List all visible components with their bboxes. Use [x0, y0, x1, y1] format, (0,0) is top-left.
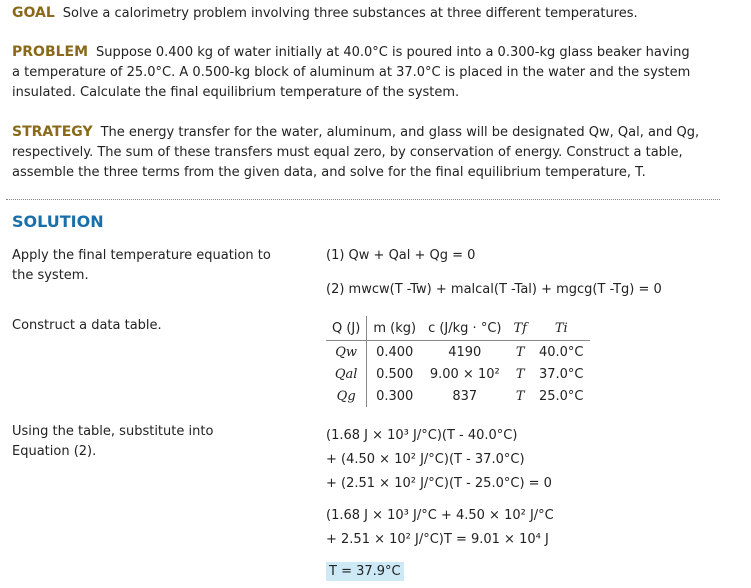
- data-table: [326, 316, 590, 407]
- table-cell: 0.300: [376, 388, 414, 404]
- step1-desc-line-1: Apply the final temperature equation to: [12, 248, 271, 263]
- step1-desc-line-2: the system.: [12, 268, 89, 283]
- table-cell: 25.0°C: [538, 388, 584, 404]
- table-cell: 40.0°C: [538, 344, 584, 360]
- strategy-line-1: The energy transfer for the water, aluminum, and glass will be designated Qw, Qal, and Qg,: [100, 125, 700, 140]
- goal-label: GOAL: [12, 5, 55, 21]
- table-cell: 0.500: [376, 366, 414, 382]
- section-divider: [6, 199, 720, 200]
- table-row: [326, 341, 590, 364]
- table-header: Ti: [533, 316, 590, 341]
- step1-description: [12, 246, 271, 286]
- strategy-section: [12, 122, 699, 183]
- problem-line-2: a temperature of 25.0°C. A 0.500-kg block of aluminum at 37.0°C is placed in the water and the system: [12, 65, 691, 80]
- table-cell: 837: [452, 388, 478, 404]
- step3-description: [12, 422, 213, 462]
- table-header: m (kg): [367, 316, 422, 341]
- solution-heading: SOLUTION: [12, 212, 104, 231]
- table-header-row: [326, 316, 590, 341]
- table-cell: Qg: [326, 385, 367, 407]
- table-row: [326, 385, 590, 407]
- table-row: [326, 363, 590, 385]
- table-cell: 0.400: [376, 344, 414, 360]
- equation-2: (2) mwcw(T -Tw) + malcal(T -Tal) + mgcg(T -Tg) = 0: [326, 282, 662, 297]
- step3-desc-line-1: Using the table, substitute into: [12, 424, 214, 439]
- substitution-line-1: (1.68 J × 10³ J/°C)(T - 40.0°C): [326, 428, 518, 443]
- table-cell: 9.00 × 10²: [429, 366, 500, 382]
- goal-text: Solve a calorimetry problem involving three substances at three different temperatures.: [62, 6, 638, 21]
- table-cell: Qw: [326, 341, 367, 364]
- table-cell: Qal: [326, 363, 367, 385]
- problem-label: PROBLEM: [12, 44, 89, 60]
- problem-line-1: Suppose 0.400 kg of water initially at 40.0°C is poured into a 0.300-kg glass beaker having: [96, 45, 690, 60]
- table-cell: T: [515, 366, 525, 382]
- table-cell: T: [515, 344, 525, 360]
- substitution-line-3: + (2.51 × 10² J/°C)(T - 25.0°C) = 0: [326, 476, 552, 491]
- strategy-label: STRATEGY: [12, 124, 93, 140]
- step2-description: Construct a data table.: [12, 318, 162, 333]
- table-cell: 4190: [448, 344, 482, 360]
- substitution-line-5: + 2.51 × 10² J/°C)T = 9.01 × 10⁴ J: [326, 532, 549, 547]
- table-cell: 37.0°C: [538, 366, 584, 382]
- substitution-block: [326, 426, 554, 582]
- step3-desc-line-2: Equation (2).: [12, 444, 97, 459]
- final-answer: T = 37.9°C: [326, 562, 404, 581]
- substitution-line-4: (1.68 J × 10³ J/°C + 4.50 × 10² J/°C: [326, 508, 554, 523]
- strategy-line-2: respectively. The sum of these transfers must equal zero, by conservation of energy. Construct a table,: [12, 145, 683, 160]
- substitution-line-2: + (4.50 × 10² J/°C)(T - 37.0°C): [326, 452, 525, 467]
- table-header: c (J/kg · °C): [422, 316, 507, 341]
- goal-section: [12, 3, 638, 24]
- equation-1: (1) Qw + Qal + Qg = 0: [326, 248, 476, 263]
- problem-line-3: insulated. Calculate the final equilibrium temperature of the system.: [12, 85, 460, 100]
- table-header: Tf: [507, 316, 532, 341]
- table-header: Q (J): [326, 316, 367, 341]
- problem-section: [12, 42, 690, 103]
- strategy-line-3: assemble the three terms from the given data, and solve for the final equilibrium temperature, T.: [12, 165, 646, 180]
- table-cell: T: [515, 388, 525, 404]
